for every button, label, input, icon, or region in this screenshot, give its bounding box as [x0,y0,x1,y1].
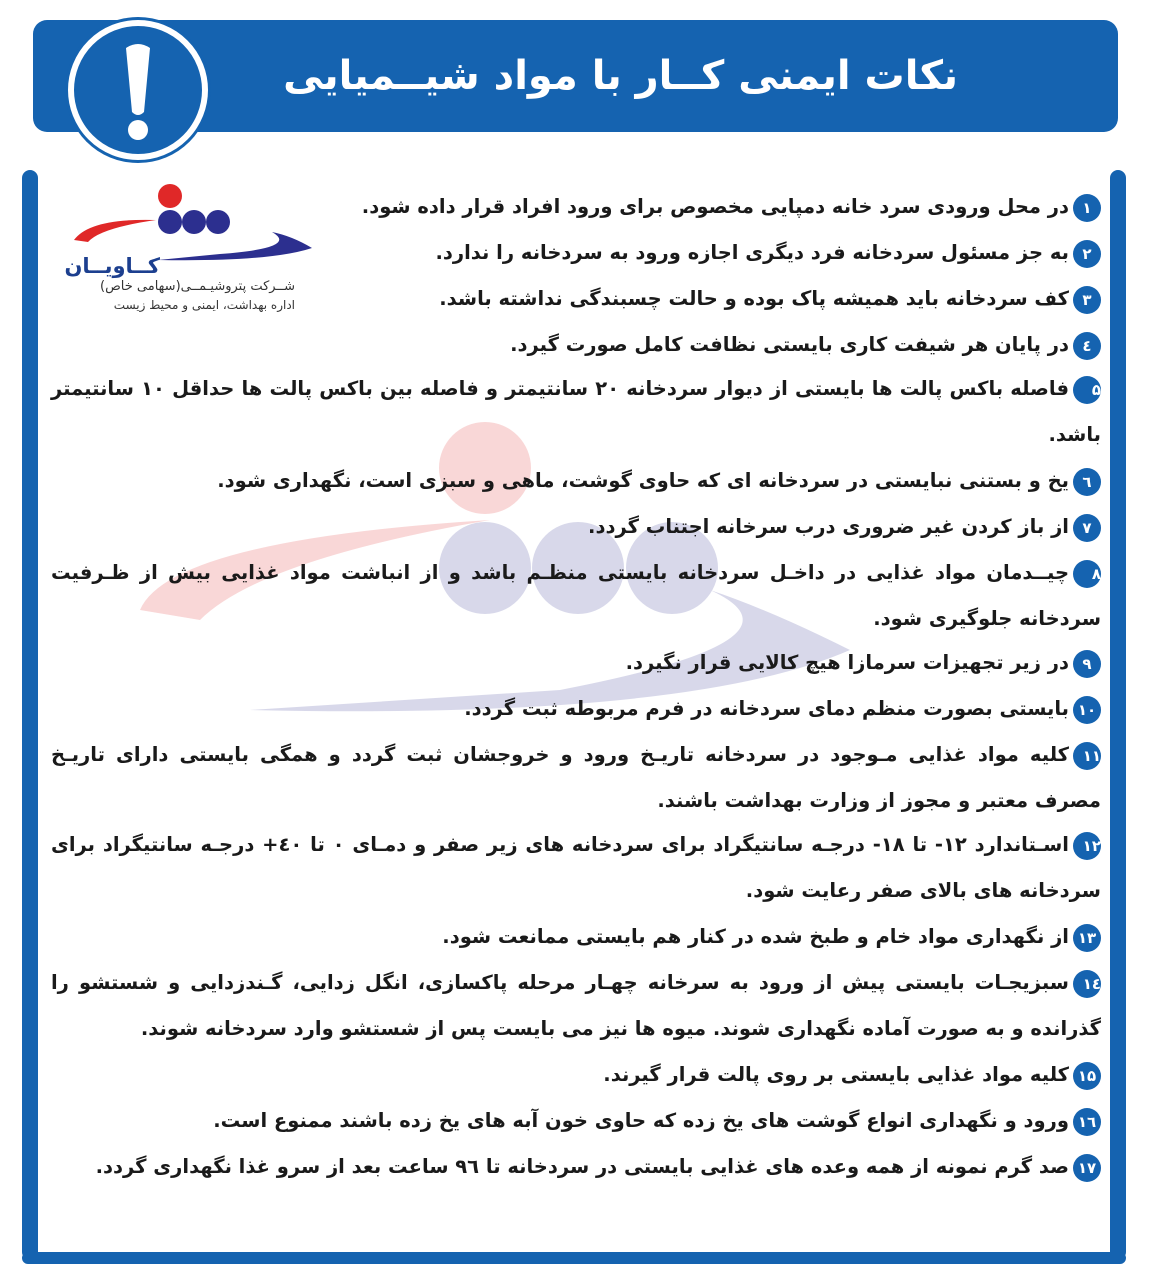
rule-item [96,1144,1101,1190]
rule-item [51,960,1101,1052]
rule-item [588,504,1101,550]
rule-text: ورود و نگهداری انواع گوشت های یخ زده که حاوی خون آبه های یخ زده باشند ممنوع است. [213,1109,1069,1132]
rule-text: در محل ورودی سرد خانه دمپایی مخصوص برای ورود افراد قرار داده شود. [361,195,1069,218]
rule-item [435,230,1101,276]
rule-item [213,1098,1101,1144]
rule-item [603,1052,1101,1098]
rule-text: از باز کردن غیر ضروری درب سرخانه اجتناب گردد. [588,515,1069,538]
rule-number-badge: ۱٦ [1073,1108,1101,1136]
rule-text: در زیر تجهیزات سرمازا هیچ کالایی قرار نگیرد. [625,651,1069,674]
rule-item [362,184,1101,230]
department-name: اداره بهداشت، ایمنی و محیط زیست [113,298,295,312]
rule-item [217,458,1101,504]
rule-number-badge: ۱۰ [1073,696,1101,724]
rule-number-badge: ۵ [1073,376,1101,404]
rule-number-badge: ۹ [1073,650,1101,678]
rule-item [510,322,1101,368]
company-name: کــاویــان [64,254,160,278]
rule-text: یخ و بستنی نبایستی در سردخانه ای که حاوی گوشت، ماهی و سبزی است، نگهداری شود. [217,469,1069,492]
rule-item [51,366,1101,458]
rule-number-badge: ٦ [1073,468,1101,496]
rule-number-badge: ۱٤ [1073,970,1101,998]
rule-text: بایستی بصورت منظم دمای سردخانه در فرم مربوطه ثبت گردد. [464,697,1069,720]
rule-number-badge: ۱۷ [1073,1154,1101,1182]
rule-item [51,550,1101,642]
rule-number-badge: ۱ [1073,194,1101,222]
company-subtitle: شــرکت پتروشیـمــی(سهامی خاص) [100,279,295,294]
rule-text: کف سردخانه باید همیشه پاک بوده و حالت چسبندگی نداشته باشد. [439,287,1069,310]
rule-item [51,732,1101,824]
rule-item [464,686,1101,732]
rule-item [626,640,1101,686]
rule-text: در پایان هر شیفت کاری بایستی نظافت کامل صورت گیرد. [510,333,1069,356]
rule-number-badge: ٤ [1073,332,1101,360]
rule-text: به جز مسئول سردخانه فرد دیگری اجازه ورود به سردخانه را ندارد. [435,241,1069,264]
rule-item [442,914,1101,960]
rule-text: اسـتاندارد ۱۲- تا ۱۸- درجـه سانتیگراد برای سردخانه های زیر صفر و دمـای ۰ تا ٤۰+ درجـه سانتیگراد برای سردخانه های بالای صفر رعایت شود. [51,833,1101,902]
rule-text: از نگهداری مواد خام و طبخ شده در کنار هم بایستی ممانعت شود. [442,925,1069,948]
rule-text: کلیه مواد غذایی مـوجود در سردخانه تاریـخ ورود و خروجشان ثبت گردد و همگی بایستی دارای تاریـخ مصرف معتبر و مجوز از وزارت بهداشت باشند. [51,743,1101,812]
rule-number-badge: ۷ [1073,514,1101,542]
rule-number-badge: ۸ [1073,560,1101,588]
rule-number-badge: ۱۲ [1073,832,1101,860]
rule-number-badge: ۲ [1073,240,1101,268]
rule-item [51,822,1101,914]
rule-text: سبزیجـات بایستی پیش از ورود به سرخانه چهـار مرحله پاکسازی، انگل زدایی، گـندزدایی و شستشو را گذرانده و به صورت آماده نگهداری شوند. میوه ها نیز می بایست پس از شستشو وارد سردخانه شوند. [51,971,1101,1040]
page-title: نکات ایمنی کــار با مواد شیــمیایی [283,53,958,99]
rule-number-badge: ۱۱ [1073,742,1101,770]
rule-item [439,276,1101,322]
rule-text: کلیه مواد غذایی بایستی بر روی پالت قرار گیرند. [603,1063,1069,1086]
rule-number-badge: ۱۳ [1073,924,1101,952]
rule-text: فاصله باکس پالت ها بایستی از دیوار سردخانه ۲۰ سانتیمتر و فاصله بین باکس پالت ها حداقل ۱۰ سانتیمتر باشد. [51,377,1101,446]
rule-number-badge: ۳ [1073,286,1101,314]
rule-text: صد گرم نمونه از همه وعده های غذایی بایستی در سردخانه تا ۹٦ ساعت بعد از سرو غذا نگهداری گردد. [95,1155,1069,1178]
rule-number-badge: ۱۵ [1073,1062,1101,1090]
rule-text: چیــدمان مواد غذایی در داخـل سردخانه بایستی منظـم باشد و از انباشت مواد غذایی بیش از ظـرفیت سردخانه جلوگیری شود. [51,561,1101,630]
